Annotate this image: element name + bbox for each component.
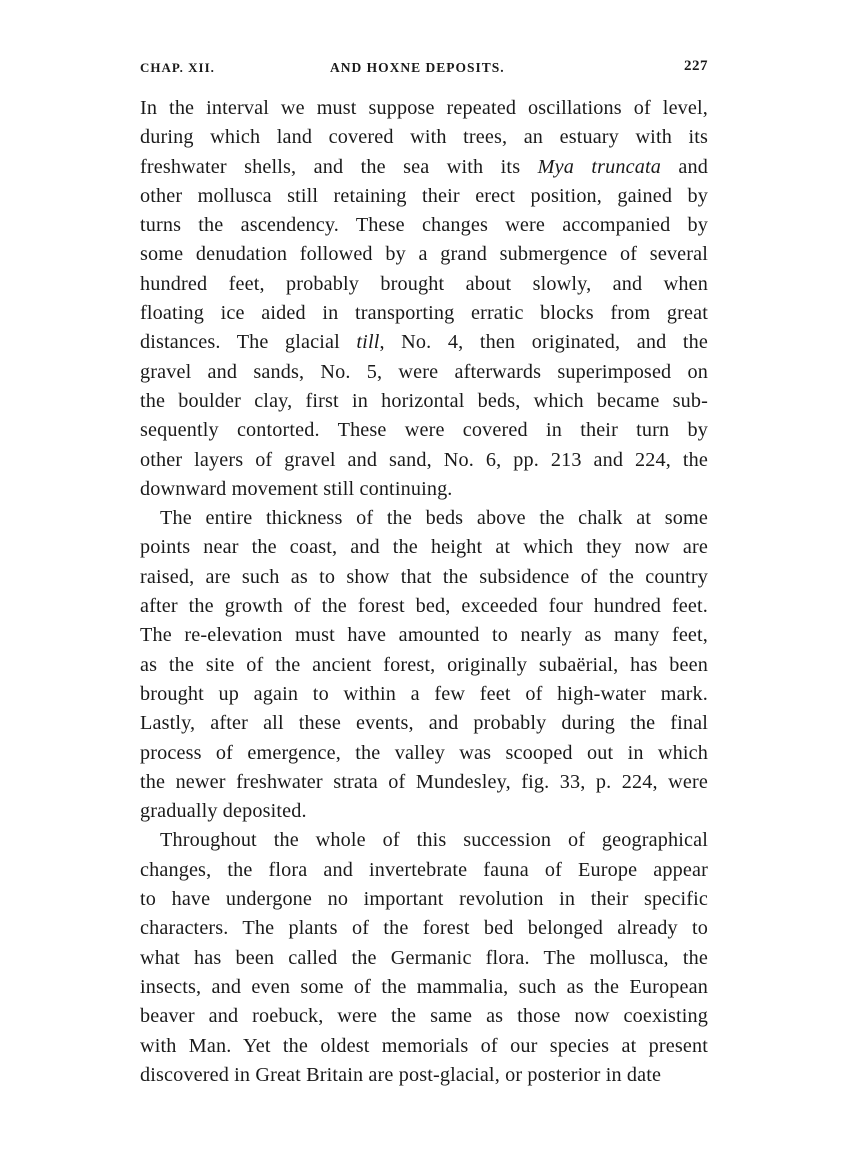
running-head (140, 58, 708, 84)
text-line: The entire thickness of the beds above the chalk at some (160, 507, 708, 530)
paragraph (140, 94, 708, 504)
text-line: beaver and roebuck, were the same as those now coexisting (140, 1005, 708, 1028)
text-line: the boulder clay, first in horizontal beds, which became sub- (140, 389, 708, 412)
text-line: The re-elevation must have amounted to nearly as many feet, (140, 624, 708, 647)
text-line: distances. The glacial till, No. 4, then originated, and the (140, 331, 708, 354)
text-line: process of emergence, the valley was scooped out in which (140, 741, 708, 764)
book-page (140, 58, 708, 1090)
text-line: what has been called the Germanic flora. The mollusca, the (140, 946, 708, 969)
text-line: insects, and even some of the mammalia, such as the European (140, 975, 708, 998)
text-line: gradually deposited. (140, 800, 307, 823)
text-line: characters. The plants of the forest bed belonged already to (140, 917, 708, 940)
text-line: some denudation followed by a grand submergence of several (140, 243, 708, 266)
text-line: downward movement still continuing. (140, 477, 453, 500)
text-line: raised, are such as to show that the subsidence of the country (140, 565, 708, 588)
text-line: Throughout the whole of this succession of geographical (160, 829, 708, 852)
text-line: floating ice aided in transporting erratic blocks from great (140, 302, 708, 325)
italic-term: Mya truncata (537, 155, 661, 178)
paragraph (140, 826, 708, 1090)
text-line: to have undergone no important revolution in their specific (140, 888, 708, 911)
text-line: other layers of gravel and sand, No. 6, pp. 213 and 224, the (140, 448, 708, 471)
text-line: discovered in Great Britain are post-glacial, or posterior in date (140, 1063, 662, 1086)
text-line: In the interval we must suppose repeated oscillations of level, (140, 97, 708, 119)
text-line: with Man. Yet the oldest memorials of our species at present (140, 1034, 708, 1057)
text-line: gravel and sands, No. 5, were afterwards superimposed on (140, 360, 708, 383)
chapter-label: CHAP. XII. (140, 60, 215, 75)
text-line: the newer freshwater strata of Mundesley, fig. 33, p. 224, were (140, 770, 708, 793)
text-line: hundred feet, probably brought about slowly, and when (140, 272, 708, 295)
text-line: other mollusca still retaining their erect position, gained by (140, 184, 708, 207)
paragraph (140, 504, 708, 826)
text-line: sequently contorted. These were covered in their turn by (140, 419, 708, 442)
text-line: brought up again to within a few feet of high-water mark. (140, 682, 708, 705)
body-text (140, 94, 708, 1090)
text-line: freshwater shells, and the sea with its Mya truncata and (140, 155, 708, 178)
text-line: during which land covered with trees, an estuary with its (140, 126, 708, 149)
page-number: 227 (684, 58, 708, 74)
text-line: after the growth of the forest bed, exceeded four hundred feet. (140, 595, 708, 618)
text-line: as the site of the ancient forest, originally subaërial, has been (140, 653, 708, 676)
text-line: changes, the flora and invertebrate fauna of Europe appear (140, 858, 708, 881)
text-line: turns the ascendency. These changes were accompanied by (140, 214, 708, 237)
text-line: Lastly, after all these events, and probably during the final (140, 712, 708, 735)
italic-term: till (356, 331, 380, 354)
text-line: points near the coast, and the height at which they now are (140, 536, 708, 559)
running-title: AND HOXNE DEPOSITS. (330, 60, 505, 75)
